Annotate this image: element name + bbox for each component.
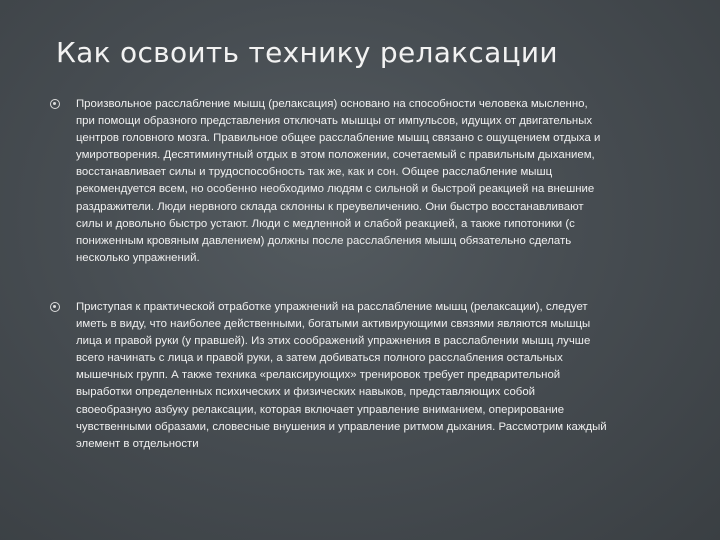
bullet-text-2: Приступая к практической отработке упражнений на расслабление мышц (релаксации), следует иметь в виду, что наиболее действенными, богатыми активирующими связями являются мышцы лица и правой руки (у правшей). Из этих соображений упражнения в расслаблении мышц лучше всего начинать с лица и правой руки, а затем добиваться полного расслабления остальных мышечных групп. А также техника «релаксирующих» тренировок требует предварительной выработки определенных психических и физических навыков, представляющих собой своеобразную азбуку релаксации, которая включает управление вниманием, оперирование чувственными образами, словесные внушения и управление ритмом дыхания. Рассмотрим каждый элемент в отдельности [76,301,607,450]
target-bullet-icon [50,99,60,109]
target-bullet-icon [50,302,60,312]
bullet-text-1: Произвольное расслабление мышц (релаксация) основано на способности человека мысленно, при помощи образного представления отключать мышцы от импульсов, идущих от двигательных центров головного мозга. Правильное общее расслабление мышц связано с ощущением отдыха и умиротворения. Десятиминутный отдых в этом положении, сочетаемый с правильным дыханием, восстанавливает силы и трудоспособность так же, как и сон. Общее расслабление мышц рекомендуется всем, но особенно необходимо людям с сильной и быстрой реакцией на внешние раздражители. Люди нервного склада склонны к преувеличению. Они быстро восстанавливают силы и довольно быстро устают. Люди с медленной и слабой реакцией, а также гипотоники (с пониженным кровяным давлением) должны после расслабления мышц обязательно сделать несколько упражнений. [76,98,601,264]
slide-title: Как освоить технику релаксации [56,36,558,69]
